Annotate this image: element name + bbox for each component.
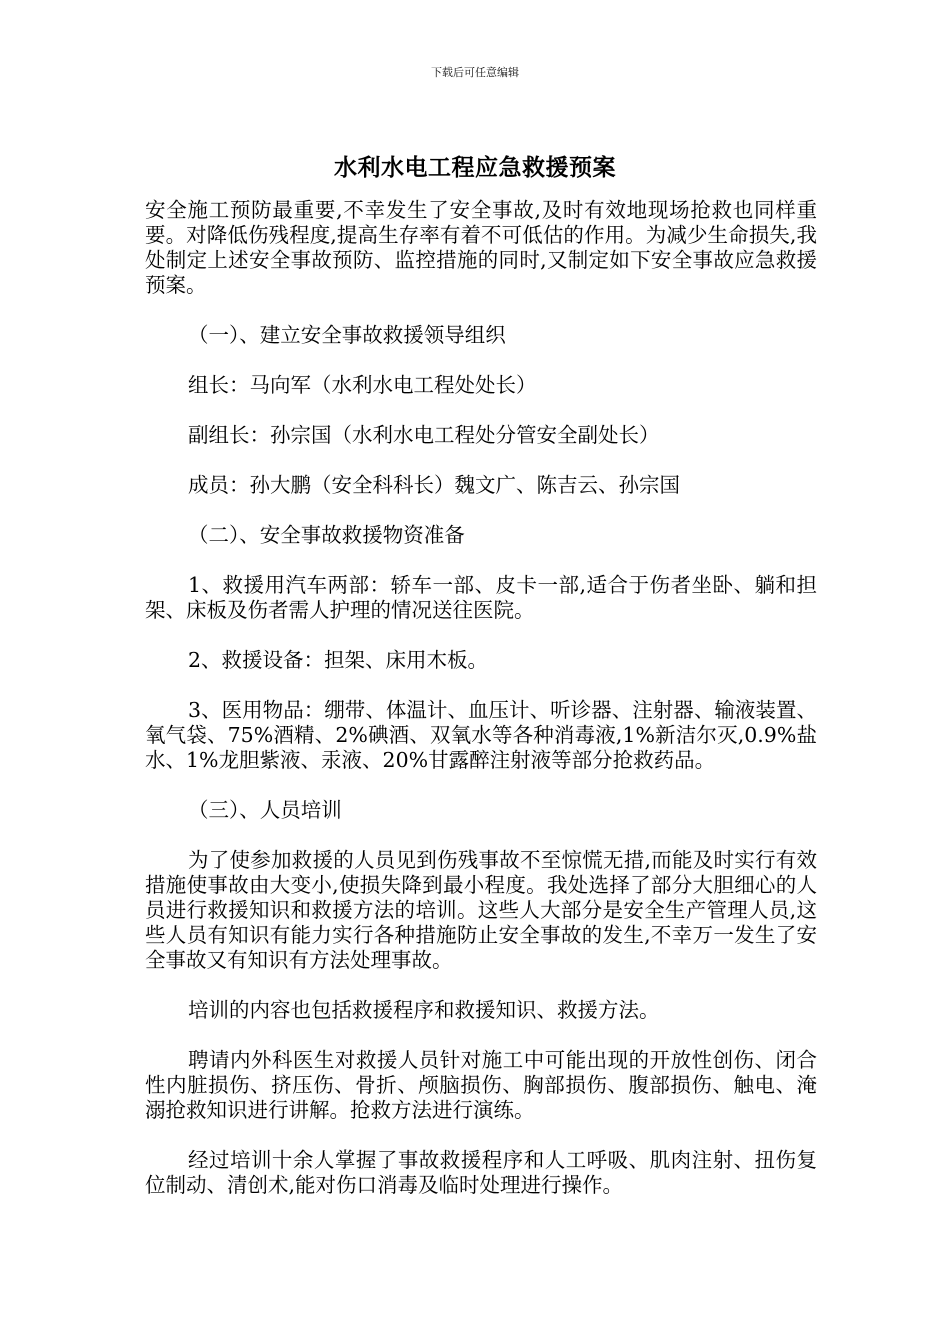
document-body <box>145 198 817 1198</box>
supplies-item-3: 3、医用物品：绷带、体温计、血压计、听诊器、注射器、输液装置、氧气袋、75%酒精、2%碘酒、双氧水等各种消毒液,1%新洁尔灭,0.9%盐水、1%龙胆紫液、汞液、20%甘露醉注射液等部分抢救药品。 <box>145 698 817 772</box>
section2-heading: （二）、安全事故救援物资准备 <box>188 523 465 547</box>
intro-paragraph: 安全施工预防最重要,不幸发生了安全事故,及时有效地现场抢救也同样重要。对降低伤残程度,提高生存率有着不可低估的作用。为减少生命损失,我处制定上述安全事故预防、监控措施的同时,又制定如下安全事故应急救援预案。 <box>145 198 817 297</box>
document-title: 水利水电工程应急救援预案 <box>334 155 616 181</box>
deputy-leader-line: 副组长：孙宗国（水利水电工程处分管安全副处长） <box>188 423 660 447</box>
supplies-item-2: 2、救援设备：担架、床用木板。 <box>188 648 489 672</box>
supplies-item-1: 1、救援用汽车两部：轿车一部、皮卡一部,适合于伤者坐卧、躺和担架、床板及伤者需人护理的情况送往医院。 <box>145 573 817 622</box>
training-paragraph-2: 培训的内容也包括救援程序和救援知识、救援方法。 <box>188 998 660 1022</box>
training-paragraph-1: 为了使参加救援的人员见到伤残事故不至惊慌无措,而能及时实行有效措施使事故由大变小,使损失降到最小程度。我处选择了部分大胆细心的人员进行救援知识和救援方法的培训。这些人大部分是安全生产管理人员,这些人员有知识有能力实行各种措施防止安全事故的发生,不幸万一发生了安全事故又有知识有方法处理事故。 <box>145 848 817 972</box>
training-paragraph-4: 经过培训十余人掌握了事故救援程序和人工呼吸、肌肉注射、扭伤复位制动、清创术,能对伤口消毒及临时处理进行操作。 <box>145 1148 817 1197</box>
members-line: 成员：孙大鹏（安全科科长）魏文广、陈吉云、孙宗国 <box>188 473 680 497</box>
leader-line: 组长：马向军（水利水电工程处处长） <box>188 373 537 397</box>
training-paragraph-3: 聘请内外科医生对救援人员针对施工中可能出现的开放性创伤、闭合性内脏损伤、挤压伤、骨折、颅脑损伤、胸部损伤、腹部损伤、触电、淹溺抢救知识进行讲解。抢救方法进行演练。 <box>145 1048 817 1122</box>
page-header-note: 下载后可任意编辑 <box>431 66 519 79</box>
section3-heading: （三）、人员培训 <box>188 798 342 822</box>
section1-heading: （一）、建立安全事故救援领导组织 <box>188 323 506 347</box>
